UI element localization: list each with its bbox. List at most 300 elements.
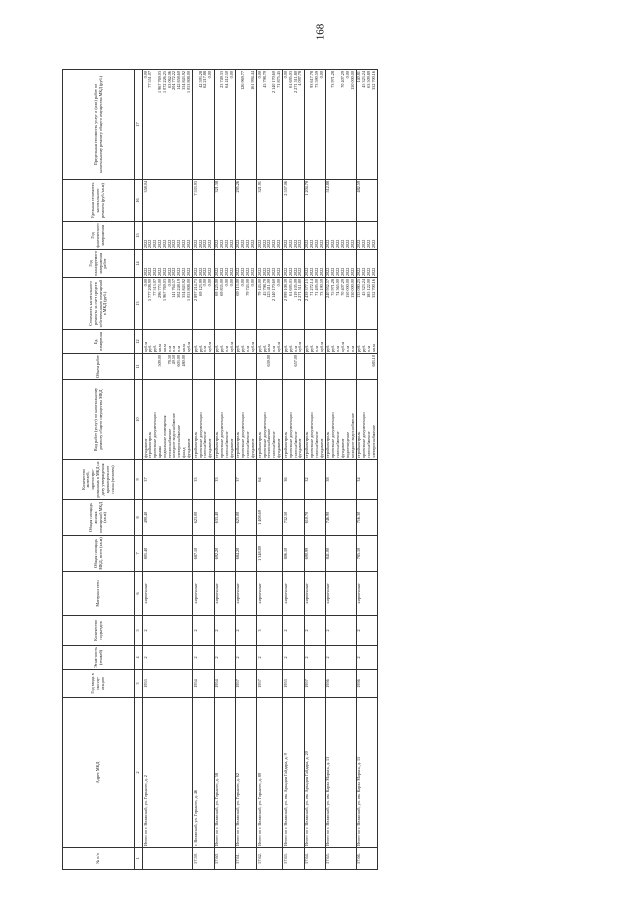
cell-line: фундамент (276, 438, 282, 458)
cell-num: 57.60. (214, 848, 235, 870)
cell-vol (143, 354, 193, 380)
cell-en: 2 (214, 616, 235, 646)
cell-line: стройконтроль (214, 431, 220, 458)
cell-plan (235, 250, 256, 278)
cell-line: 2022 (335, 239, 341, 248)
cell-line: 2022 (366, 239, 372, 248)
cell-spec: 1 204.78 (304, 180, 325, 222)
cell-line: проектные документации (309, 412, 314, 458)
cell-line: 2022 (344, 239, 350, 248)
cell-limit (193, 70, 214, 180)
cell-line: 2022 (271, 239, 277, 248)
cell-line: 2022 (156, 267, 162, 276)
cell-line: 2022 (356, 267, 362, 276)
cell-line: п.м (171, 346, 177, 352)
cell-spec: 321.38 (214, 180, 235, 222)
cell-line: 77 513.07 (152, 279, 158, 296)
cell-res: 32 (304, 460, 325, 500)
cell-line: 73 971.28 (330, 71, 336, 88)
cell-line: стройконтроль (192, 431, 198, 458)
cell-line: фундамент (207, 438, 213, 458)
cell-line: газоснабжение (223, 431, 229, 458)
cell-plan (304, 250, 325, 278)
cell-line: руб. (218, 344, 224, 352)
cell-line: 61 695.03 (287, 279, 293, 296)
cell-line (230, 355, 235, 378)
cell-line: 45 798.79 (261, 279, 267, 296)
cell-line: фундамент (339, 438, 345, 458)
cell-line: 45 323.24 (361, 71, 367, 88)
cell-line: 2022 (166, 239, 172, 248)
cell-line (277, 355, 282, 378)
cell-cost (356, 278, 377, 330)
column-number: 8 (135, 500, 143, 536)
cell-living: 490.40 (143, 500, 193, 536)
cell-line: 2 271 511.80 (292, 71, 298, 93)
cell-line: 2022 (161, 239, 167, 248)
cell-line: 2022 (181, 239, 187, 248)
cell-addr: Итого по г. Волжский, ул. им. Аркадия Гайдара, д. 9 (283, 698, 304, 848)
cell-fl: 2 (235, 646, 256, 670)
cell-line: руб. (147, 344, 153, 352)
cell-line: руб. (309, 344, 314, 352)
cell-fl: 2 (356, 646, 377, 670)
cell-line: 2022 (261, 267, 267, 276)
cell-line: 2022 (366, 267, 372, 276)
cell-line: 2022 (339, 267, 345, 276)
cell-line: кв.м (370, 344, 376, 352)
cell-line: проектные документации (330, 412, 336, 458)
cell-line: 2022 (223, 239, 229, 248)
cell-works (214, 380, 235, 460)
cell-line: стройконтроль (235, 431, 241, 458)
cell-line: 352 700.16 (370, 279, 376, 298)
cell-line: 93 617.78 (309, 71, 314, 88)
cell-year: 1953 (143, 670, 193, 698)
cell-line: 73 590.59 (313, 71, 319, 88)
column-header: Вид работ (услуг) по капитальному ремонту общего имущества МКД (63, 380, 135, 460)
cell-line (320, 355, 325, 378)
cell-line: 2022 (197, 239, 203, 248)
cell-line: руб. (197, 344, 203, 352)
cell-line: 0.00 (240, 279, 246, 287)
cell-line: 2022 (349, 239, 355, 248)
cell-line: п.м (335, 346, 341, 352)
cell-line: проектные документации (218, 412, 224, 458)
table-row (214, 70, 235, 870)
column-header: Год ввода в эксплу-атацию (63, 670, 135, 698)
cell-line: 73 190.59 (318, 279, 324, 296)
cell-addr: Итого по г. Волжский, ул. Горького, д. 89 (257, 698, 283, 848)
cell-line: 2 897 214.73 (192, 279, 198, 301)
cell-year: 1957 (257, 670, 283, 698)
cell-line: 2022 (142, 239, 148, 248)
cell-line: 63 062.06 (166, 71, 172, 88)
column-header: Общая площадь жилых помещений МКД (кв.м) (63, 500, 135, 536)
cell-num: 57.61. (235, 848, 256, 870)
cell-unit (304, 330, 325, 354)
cell-line: 2022 (287, 239, 293, 248)
cell-line: 2022 (287, 267, 293, 276)
cell-line: 79 143.00 (256, 279, 262, 296)
column-header: Год фактического завершения (63, 222, 135, 250)
cell-num: 57.62. (257, 848, 283, 870)
cell-line: 0.00 (318, 71, 324, 79)
cell-addr: Итого по г. Волжский, ул. им. Аркадия Гайдара, д. 20 (304, 698, 325, 848)
cell-year: 1957 (304, 670, 325, 698)
cell-works (235, 380, 256, 460)
cell-works (283, 380, 304, 460)
cell-line: 2022 (330, 239, 336, 248)
cell-line: 0.00 (142, 71, 148, 79)
cell-limit (283, 70, 304, 180)
cell-line: 126 969.77 (240, 71, 246, 90)
column-number: 7 (135, 536, 143, 572)
column-number: 3 (135, 670, 143, 698)
cell-area: 1 348.89 (257, 536, 283, 572)
cell-res: 33 (193, 460, 214, 500)
cell-year: 1956 (356, 670, 377, 698)
cell-limit (235, 70, 256, 180)
column-header: Материал стен (63, 572, 135, 616)
cell-line: стройконтроль (282, 431, 288, 458)
cell-res: 33 (214, 460, 235, 500)
cell-line: 2022 (356, 239, 362, 248)
cell-line: 2022 (176, 267, 182, 276)
cell-line: фундамент (249, 438, 255, 458)
cell-line: 2022 (249, 239, 255, 248)
cell-line: 204 772.22 (171, 71, 177, 90)
cell-line: 2022 (256, 239, 262, 248)
cell-line: 161 994.44 (249, 71, 255, 90)
cell-line: холодное водоснабжение (171, 413, 177, 458)
cell-line: проектные документации (287, 412, 293, 458)
cell-line: 2022 (361, 239, 367, 248)
column-header: Адрес МКД (63, 698, 135, 848)
cell-line: 2022 (228, 239, 234, 248)
cell-line: руб. (152, 344, 158, 352)
cell-line: 240 952.57 (325, 279, 331, 298)
cell-area: 805.40 (143, 536, 193, 572)
cell-cost (235, 278, 256, 330)
cell-line: 0.00 (228, 71, 234, 79)
cell-line: 2022 (235, 267, 241, 276)
cell-living: 633.40 (214, 500, 235, 536)
cell-plan (143, 250, 193, 278)
column-header: Общая площадь МКД, всего (кв.м) (63, 536, 135, 572)
cell-line: 603.00 (176, 355, 182, 367)
cell-line: 63 509.89 (366, 71, 372, 88)
cell-line: 2022 (271, 267, 277, 276)
cell-line: 70 407.29 (339, 71, 345, 88)
column-number: 16 (135, 180, 143, 222)
cell-limit (214, 70, 235, 180)
cell-fact (235, 222, 256, 250)
cell-year: 1956 (325, 670, 356, 698)
cell-plan (325, 250, 356, 278)
cell-line: 296 773.00 (156, 279, 162, 298)
column-number: 1 (135, 848, 143, 870)
cell-line: 2022 (176, 239, 182, 248)
cell-line: руб. (287, 344, 293, 352)
cell-line: 45 798.79 (261, 71, 267, 88)
cell-line (351, 355, 356, 378)
cell-line: 0.00 (276, 279, 282, 287)
cell-line: руб. (356, 344, 362, 352)
cell-en: 2 (304, 616, 325, 646)
cell-living: 716.30 (356, 500, 377, 536)
cell-line: кв.м (266, 344, 272, 352)
cell-line: 480.00 (181, 355, 187, 367)
cell-spec: 7 533.93 (193, 180, 214, 222)
cell-line: проектные документации (240, 412, 246, 458)
cell-line: стройконтроль (356, 431, 362, 458)
cell-plan (257, 250, 283, 278)
cell-line: водоотведение (344, 431, 350, 458)
cell-line: фундамент (297, 438, 303, 458)
cell-line: 2022 (218, 267, 224, 276)
cell-plan (193, 250, 214, 278)
cell-line: куб.м (297, 342, 303, 352)
cell-line: крыша (156, 445, 162, 458)
cell-spec: 295.26 (235, 180, 256, 222)
cell-plan (214, 250, 235, 278)
column-number: 12 (135, 330, 143, 354)
cell-line: 64 412.50 (223, 71, 229, 88)
cell-line: кв.м (156, 344, 162, 352)
cell-en: 2 (325, 616, 356, 646)
cell-line: 42 593.28 (197, 71, 203, 88)
cell-line: 71 495.00 (313, 279, 319, 296)
cell-res: 37 (235, 460, 256, 500)
cell-cost (214, 278, 235, 330)
cell-vol (214, 354, 235, 380)
cell-line: 141 764.57 (171, 279, 177, 298)
table-body (143, 70, 378, 870)
cell-num: 57.59. (193, 848, 214, 870)
cell-line: 0.00 (249, 279, 255, 287)
cell-line: руб. (361, 344, 367, 352)
cell-vol (257, 354, 283, 380)
cell-line: газоснабжение (366, 431, 372, 458)
cell-line: п.м (166, 346, 172, 352)
cell-cost (143, 278, 193, 330)
column-header: Ед. измерения (63, 330, 135, 354)
cell-line (298, 355, 303, 378)
cell-line: фасад (181, 447, 187, 458)
cell-fact (214, 222, 235, 250)
cell-line: проектные документации (152, 412, 158, 458)
cell-line: 354 843.92 (181, 279, 187, 298)
cell-line: 77 551.07 (147, 71, 153, 88)
cell-res: 64 (257, 460, 283, 500)
cell-line (251, 355, 256, 378)
cell-year: 1954 (193, 670, 214, 698)
cell-line: 2022 (245, 267, 251, 276)
cell-line: 2022 (313, 267, 319, 276)
cell-line: 2022 (171, 267, 177, 276)
cell-line: 2022 (309, 267, 314, 276)
cell-line: 71 875.45 (276, 71, 282, 88)
cell-line: 2022 (161, 267, 167, 276)
cell-line: электроснабжение (370, 425, 376, 458)
cell-fact (283, 222, 304, 250)
cell-num (143, 848, 193, 870)
cell-line: 2022 (240, 267, 246, 276)
cell-line: руб. (325, 344, 331, 352)
cell-line: кв.м (161, 344, 167, 352)
cell-line: руб. (240, 344, 246, 352)
cell-living: 1 408.69 (257, 500, 283, 536)
cell-addr: г. Волжский, ул. Горького, д. 46 (193, 698, 214, 848)
cell-line: 2022 (325, 267, 331, 276)
cell-limit (356, 70, 377, 180)
table-header-row (63, 70, 135, 870)
column-header: № п/п (63, 848, 135, 870)
cell-line: кв.м (181, 344, 187, 352)
cell-line: 0.00 (228, 279, 234, 287)
cell-area: 690.99 (304, 536, 325, 572)
cell-line: 2022 (330, 267, 336, 276)
cell-line: п.м (245, 346, 251, 352)
cell-line: 71 272.14 (309, 279, 314, 296)
cell-living: 746.90 (325, 500, 356, 536)
cell-line: п.м (292, 346, 298, 352)
table-row (257, 70, 283, 870)
cell-living: 623.00 (193, 500, 214, 536)
cell-num: 57.64. (304, 848, 325, 870)
column-number-row (135, 70, 143, 870)
cell-line: руб. (256, 344, 262, 352)
cell-line: 2022 (228, 267, 234, 276)
cell-line: 354 843.92 (181, 71, 187, 90)
cell-line: 2022 (171, 239, 177, 248)
column-number: 6 (135, 572, 143, 616)
column-header: Предельная стоимость услуг и (или) работ по капитальному ремонту общего имущества МКД (руб.) (63, 70, 135, 180)
cell-fact (143, 222, 193, 250)
table-row (283, 70, 304, 870)
cell-line: п.м (313, 346, 319, 352)
cell-addr: Итого по г. Волжский, ул. Горького, д. 58 (214, 698, 235, 848)
cell-line: 2022 (276, 239, 282, 248)
cell-line: 1 072 226.25 (161, 71, 167, 93)
cell-line: 0.00 (207, 279, 213, 287)
cell-line (208, 355, 213, 378)
cell-area: 684.20 (235, 536, 256, 572)
column-number: 2 (135, 698, 143, 848)
cell-line: 2022 (304, 267, 310, 276)
cell-plan (356, 250, 377, 278)
cell-num: 57.66. (356, 848, 377, 870)
cell-line: 2022 (266, 267, 272, 276)
column-number: 11 (135, 354, 143, 380)
cell-mat: кирпичные (304, 572, 325, 616)
cell-line: 2022 (202, 267, 208, 276)
cell-line: 70 407.29 (339, 279, 345, 296)
cell-line: 2 099 108.39 (282, 279, 288, 301)
cell-line: 130 000.00 (349, 279, 355, 298)
column-number: 15 (135, 222, 143, 250)
cell-en: 2 (283, 616, 304, 646)
cell-line: фундамент (142, 438, 148, 458)
cell-line: 2022 (192, 267, 198, 276)
cell-line: 2022 (249, 267, 255, 276)
cell-line: 140.81 (356, 71, 362, 83)
cell-line: 509.00 (156, 355, 162, 367)
cell-line: 2 439 377.15 (304, 279, 310, 301)
cell-line: 0.00 (166, 279, 172, 287)
column-header: Количество подъездов (63, 616, 135, 646)
cell-fl: 2 (304, 646, 325, 670)
cell-line: 2022 (266, 239, 272, 248)
cell-cost (257, 278, 283, 330)
cell-year: 1957 (235, 670, 256, 698)
cell-line: 2022 (245, 239, 251, 248)
cell-line: 2022 (223, 267, 229, 276)
cell-line: 2022 (166, 267, 172, 276)
cell-line: 69 835.00 (218, 279, 224, 296)
cell-line: руб. (235, 344, 241, 352)
cell-line: куб.м (339, 342, 345, 352)
cell-line: 2022 (142, 267, 148, 276)
cell-addr: Итого по г. Волжский, ул. им. Карла Маркса, д. 15 (356, 698, 377, 848)
cell-line: газоснабжение (292, 431, 298, 458)
cell-line: 2022 (218, 239, 224, 248)
cell-line: 185 122.00 (366, 279, 372, 298)
cell-vol (235, 354, 256, 380)
cell-line: 0.00 (282, 71, 288, 79)
cell-line: 2022 (349, 267, 355, 276)
cell-line: 1 053 808.00 (185, 279, 191, 301)
cell-cost (304, 278, 325, 330)
cell-line: 69 113.00 (235, 279, 241, 296)
cell-line: куб.м (207, 342, 213, 352)
cell-line: 1 967 769.03 (161, 279, 167, 301)
cell-fl: 2 (257, 646, 283, 670)
cell-line: 2022 (207, 239, 213, 248)
cell-line: 2022 (335, 267, 341, 276)
cell-line: 2022 (202, 239, 208, 248)
cell-line: 2022 (214, 267, 220, 276)
cell-spec: 2 557.06 (283, 180, 304, 222)
column-number: 17 (135, 70, 143, 180)
cell-line: проектные документации (197, 412, 203, 458)
cell-line: газоснабжение (202, 431, 208, 458)
cell-line: 2022 (370, 239, 376, 248)
column-header: Количество жителей, зарегистри-рованных в МКД на дату утверждения краткосрочного плана (человек) (63, 460, 135, 500)
table-row (304, 70, 325, 870)
cell-unit (235, 330, 256, 354)
cell-line: 5 777 208.90 (147, 279, 153, 301)
cell-res: 34 (356, 460, 377, 500)
cell-line: 62 217.88 (202, 71, 208, 88)
cell-line: 0.00 (344, 71, 350, 79)
cell-line: 2022 (318, 239, 324, 248)
cell-line: 2 140 170.60 (271, 279, 277, 301)
cell-mat: кирпичные (283, 572, 304, 616)
cell-mat: кирпичные (257, 572, 283, 616)
rotated-table-wrapper (62, 70, 622, 870)
cell-living: 610.70 (304, 500, 325, 536)
cell-works (304, 380, 325, 460)
cell-line: куб.м (249, 342, 255, 352)
cell-line: руб. (214, 344, 220, 352)
column-number: 14 (135, 250, 143, 278)
cell-line: 657.00 (292, 355, 298, 367)
cell-fact (193, 222, 214, 250)
cell-mat: кирпичные (214, 572, 235, 616)
cell-line: куб.м (318, 342, 324, 352)
